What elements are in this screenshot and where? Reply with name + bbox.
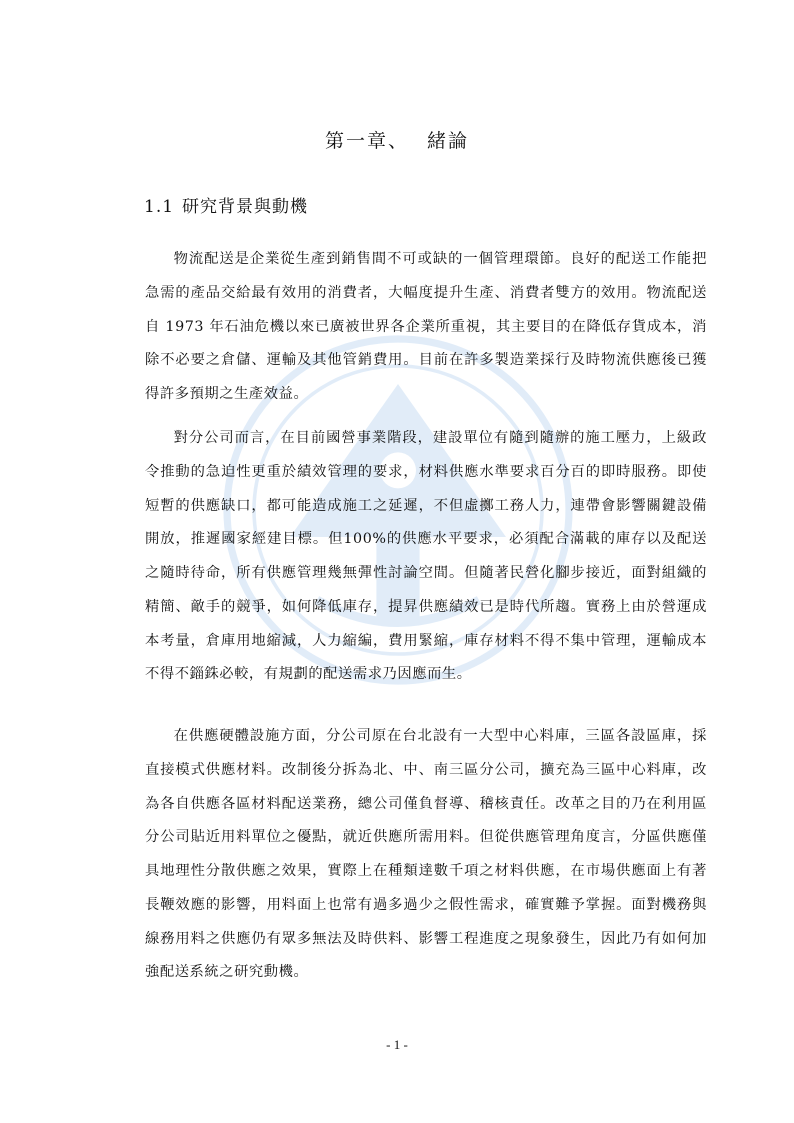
chapter-number: 第一章、: [324, 130, 409, 152]
chapter-title: [0, 126, 794, 153]
paragraph: 對分公司而言，在目前國營事業階段，建設單位有隨到隨辦的施工壓力，上級政令推動的急迫性更重於績效管理的要求，材料供應水準要求百分百的即時服務。即使短暫的供應缺口，都可能造成施工之延遲，不但虛擲工務人力，連帶會影響關鍵設備開放，推遲國家經建目標。但100%的供應水平要求，必須配合滿載的庫存以及配送之隨時待命，所有供應管理幾無彈性討論空間。但隨著民營化腳步接近，面對組織的精簡、敵手的競爭，如何降低庫存，提昇供應績效已是時代所趨。實務上由於營運成本考量，倉庫用地縮減，人力縮編，費用緊縮，庫存材料不得不集中管理，運輸成本不得不錙銖必較，有規劃的配送需求乃因應而生。: [145, 430, 707, 683]
paragraph: 物流配送是企業從生產到銷售間不可或缺的一個管理環節。良好的配送工作能把急需的產品交給最有效用的消費者，大幅度提升生產、消費者雙方的效用。物流配送自 1973 年石油危機以來已廣被世界各企業所重視，其主要目的在降低存貨成本，消除不必要之倉儲、運輸及其他管銷費用。目前在許多製造業採行及時物流供應後已獲得許多預期之生產效益。: [145, 251, 707, 403]
section-name: 研究背景與動機: [182, 197, 309, 217]
section-title: [144, 192, 308, 217]
paragraph: 在供應硬體設施方面，分公司原在台北設有一大型中心料庫，三區各設區庫，採直接模式供應材料。改制後分拆為北、中、南三區分公司，擴充為三區中心料庫，改為各自供應各區材料配送業務，總公司僅負督導、稽核責任。改革之目的乃在利用區分公司貼近用料單位之優點，就近供應所需用料。但從供應管理角度言，分區供應僅具地理性分散供應之效果，實際上在種類達數千項之材料供應，在市場供應面上有著長鞭效應的影響，用料面上也常有過多過少之假性需求，確實難予掌握。面對機務與線務用料之供應仍有眾多無法及時供料、影響工程進度之現象發生，因此乃有如何加強配送系統之研究動機。: [145, 728, 707, 981]
page-number: - 1 -: [386, 1037, 408, 1052]
chapter-name: 緒論: [427, 130, 470, 152]
section-number: 1.1: [144, 197, 175, 217]
